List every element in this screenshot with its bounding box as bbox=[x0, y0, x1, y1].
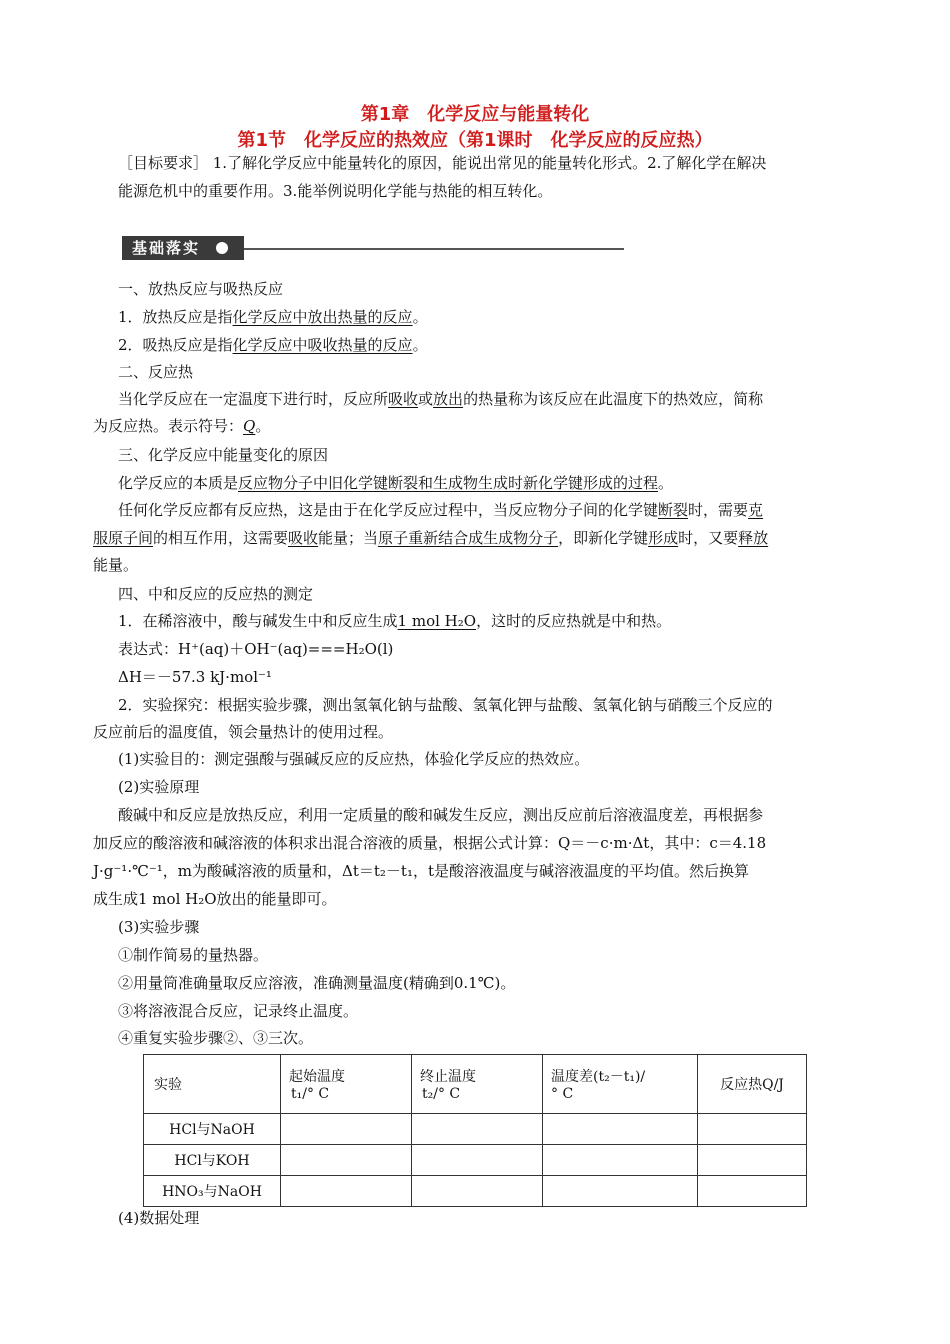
expression: 表达式：H⁺(aq)＋OH⁻(aq)===H₂O(l) bbox=[118, 640, 394, 658]
data-processing-heading: (4)数据处理 bbox=[118, 1209, 200, 1227]
cell bbox=[698, 1114, 807, 1145]
row-label: HCl与KOH bbox=[144, 1145, 281, 1176]
table-header-row bbox=[144, 1055, 807, 1114]
goals-line-2: 能源危机中的重要作用。3.能举例说明化学能与热能的相互转化。 bbox=[118, 182, 553, 200]
step-4: ④重复实验步骤②、③三次。 bbox=[118, 1029, 314, 1047]
header-start-temp: 起始温度 t₁/° C bbox=[281, 1055, 412, 1114]
paragraph-3d: 能量。 bbox=[93, 556, 139, 574]
paragraph-3c: 服原子间的相互作用，这需要吸收能量；当原子重新结合成生成物分子，即新化学键形成时，又要释放 bbox=[93, 529, 769, 547]
chapter-title: 第1章 化学反应与能量转化 bbox=[360, 104, 590, 125]
cell bbox=[698, 1176, 807, 1207]
header-end-temp: 终止温度 t₂/° C bbox=[412, 1055, 543, 1114]
cell bbox=[412, 1176, 543, 1207]
principle-line-4: 成生成1 mol H₂O放出的能量即可。 bbox=[93, 890, 337, 908]
paragraph-3a: 化学反应的本质是反应物分子中旧化学键断裂和生成物生成时新化学键形成的过程。 bbox=[118, 474, 674, 492]
principle-line-3: J·g⁻¹·℃⁻¹，m为酸碱溶液的质量和，Δt＝t₂－t₁，t是酸溶液温度与碱溶液温度的平均值。然后换算 bbox=[93, 862, 749, 880]
experiment-purpose: (1)实验目的：测定强酸与强碱反应的反应热，体验化学反应的热效应。 bbox=[118, 750, 590, 768]
goals-line-1: ［目标要求］ 1.了解化学反应中能量转化的原因，能说出常见的能量转化形式。2.了解化学在解决 bbox=[118, 154, 767, 172]
banner-label: 基础落实 bbox=[122, 236, 244, 260]
heading-3: 三、化学反应中能量变化的原因 bbox=[118, 446, 329, 464]
heading-4: 四、中和反应的反应热的测定 bbox=[118, 585, 314, 603]
cell bbox=[412, 1145, 543, 1176]
principle-line-2: 加反应的酸溶液和碱溶液的体积求出混合溶液的质量，根据公式计算：Q＝－c·m·Δt，其中：c＝4.18 bbox=[93, 834, 767, 852]
section-title: 第1节 化学反应的热效应（第1课时 化学反应的反应热） bbox=[237, 130, 713, 151]
row-label: HNO₃与NaOH bbox=[144, 1176, 281, 1207]
item-1-2: 2．吸热反应是指化学反应中吸收热量的反应。 bbox=[118, 336, 428, 354]
heading-1: 一、放热反应与吸热反应 bbox=[118, 280, 284, 298]
paragraph-3b: 任何化学反应都有反应热，这是由于在化学反应过程中，当反应物分子间的化学键断裂时，需要克 bbox=[118, 501, 764, 519]
item-4-2-line1: 2．实验探究：根据实验步骤，测出氢氧化钠与盐酸、氢氧化钾与盐酸、氢氧化钠与硝酸三个反应的 bbox=[118, 696, 773, 714]
section-banner bbox=[118, 236, 508, 262]
paragraph-2b: 为反应热。表示符号：Q。 bbox=[93, 417, 271, 435]
cell bbox=[543, 1176, 698, 1207]
heading-2: 二、反应热 bbox=[118, 363, 194, 381]
principle-line-1: 酸碱中和反应是放热反应，利用一定质量的酸和碱发生反应，测出反应前后溶液温度差，再根据参 bbox=[118, 806, 764, 824]
steps-heading: (3)实验步骤 bbox=[118, 918, 200, 936]
cell bbox=[281, 1176, 412, 1207]
banner-rule bbox=[244, 248, 624, 250]
cell bbox=[281, 1145, 412, 1176]
banner-dot-icon bbox=[216, 242, 228, 254]
table-row bbox=[144, 1145, 807, 1176]
cell bbox=[543, 1114, 698, 1145]
step-1: ①制作简易的量热器。 bbox=[118, 946, 269, 964]
cell bbox=[698, 1145, 807, 1176]
item-4-1: 1．在稀溶液中，酸与碱发生中和反应生成1 mol H₂O，这时的反应热就是中和热。 bbox=[118, 612, 672, 630]
item-4-2-line2: 反应前后的温度值，领会量热计的使用过程。 bbox=[93, 723, 394, 741]
table-row bbox=[144, 1176, 807, 1207]
header-temp-diff: 温度差(t₂－t₁)/ ° C bbox=[543, 1055, 698, 1114]
table-row bbox=[144, 1114, 807, 1145]
row-label: HCl与NaOH bbox=[144, 1114, 281, 1145]
paragraph-2a: 当化学反应在一定温度下进行时，反应所吸收或放出的热量称为该反应在此温度下的热效应，简称 bbox=[118, 390, 764, 408]
delta-h: ΔH＝－57.3 kJ·mol⁻¹ bbox=[118, 668, 272, 686]
cell bbox=[412, 1114, 543, 1145]
cell bbox=[281, 1114, 412, 1145]
data-table bbox=[143, 1054, 807, 1207]
principle-heading: (2)实验原理 bbox=[118, 778, 200, 796]
header-experiment: 实验 bbox=[144, 1055, 281, 1114]
item-1-1: 1．放热反应是指化学反应中放出热量的反应。 bbox=[118, 308, 428, 326]
step-2: ②用量筒准确量取反应溶液，准确测量温度(精确到0.1℃)。 bbox=[118, 974, 516, 992]
header-reaction-heat: 反应热Q/J bbox=[698, 1055, 807, 1114]
step-3: ③将溶液混合反应，记录终止温度。 bbox=[118, 1002, 359, 1020]
cell bbox=[543, 1145, 698, 1176]
